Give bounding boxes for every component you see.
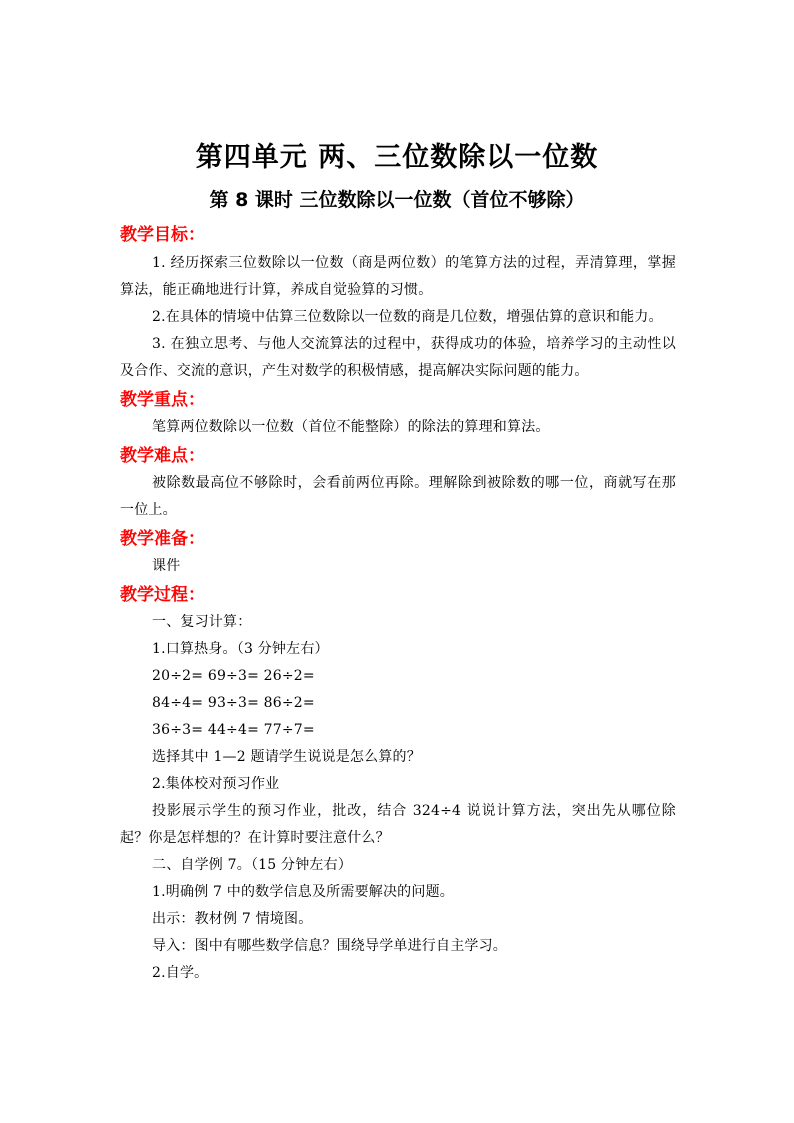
process-line-self-study-example: 二、自学例 7。（15 分钟左右） — [152, 857, 353, 873]
difficulties-heading: 教学难点： — [120, 446, 205, 466]
process-line-problems-row-3: 36÷3= 44÷4= 77÷7= — [152, 722, 315, 738]
objective-2: 2.在具体的情境中估算三位数除以一位数的商是几位数，增强估算的意识和能力。 — [152, 309, 663, 325]
key-points-heading: 教学重点： — [120, 390, 205, 410]
objectives-heading: 教学目标： — [120, 225, 205, 245]
process-line-warmup: 1.口算热身。（3 分钟左右） — [152, 641, 329, 657]
process-line-check-homework: 2.集体校对预习作业 — [152, 776, 280, 792]
process-line-projection: 投影展示学生的预习作业，批改，结合 324÷4 说说计算方法，突出先从哪位除起？你是怎样想的？在计算时要注意什么？ — [120, 803, 676, 846]
process-line-explain: 选择其中 1—2 题请学生说说是怎么算的？ — [152, 749, 421, 765]
key-points-text: 笔算两位数除以一位数（首位不能整除）的除法的算理和算法。 — [152, 419, 550, 435]
difficulties-text: 被除数最高位不够除时，会看前两位再除。理解除到被除数的哪一位，商就写在那一位上。 — [120, 475, 676, 518]
process-heading: 教学过程： — [120, 585, 205, 605]
preparation-heading: 教学准备： — [120, 529, 205, 549]
preparation-text: 课件 — [152, 558, 181, 574]
process-line-review: 一、复习计算： — [152, 614, 252, 630]
process-line-self-study: 2.自学。 — [152, 965, 209, 981]
process-line-problems-row-2: 84÷4= 93÷3= 86÷2= — [152, 695, 315, 711]
process-line-show-figure: 出示：教材例 7 情境图。 — [152, 911, 313, 927]
process-line-introduction: 导入：图中有哪些数学信息？围绕导学单进行自主学习。 — [152, 938, 507, 954]
process-line-problems-row-1: 20÷2= 69÷3= 26÷2= — [152, 668, 315, 684]
unit-title: 第四单元 两、三位数除以一位数 — [195, 142, 599, 173]
process-line-clarify-info: 1.明确例 7 中的数学信息及所需要解决的问题。 — [152, 884, 454, 900]
lesson-subtitle: 第 8 课时 三位数除以一位数（首位不够除） — [209, 189, 585, 211]
objective-1: 1. 经历探索三位数除以一位数（商是两位数）的笔算方法的过程，弄清算理，掌握算法，能正确地进行计算，养成自觉验算的习惯。 — [120, 255, 676, 298]
lesson-content — [120, 222, 676, 987]
objective-3: 3. 在独立思考、与他人交流算法的过程中，获得成功的体验，培养学习的主动性以及合作、交流的意识，产生对数学的积极情感，提高解决实际问题的能力。 — [120, 336, 676, 379]
